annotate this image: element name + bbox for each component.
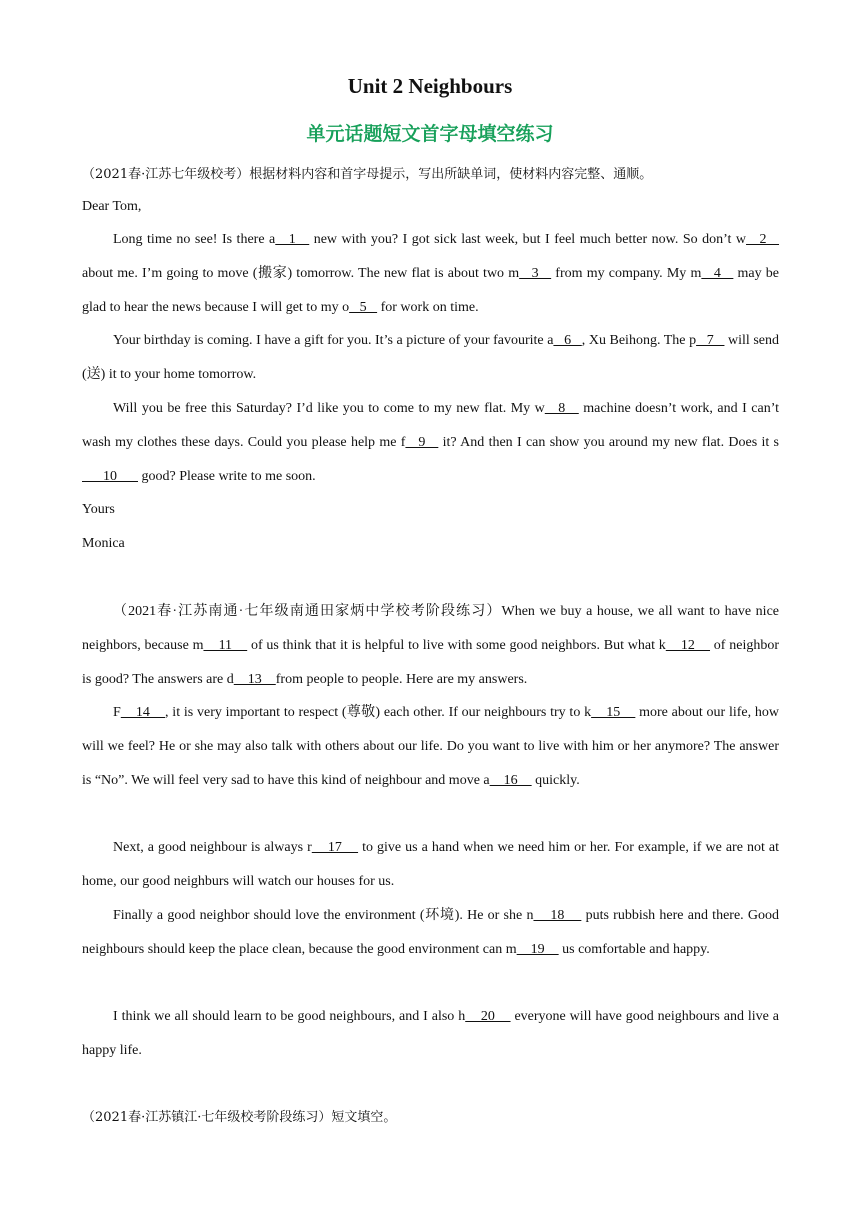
blank-1: 1 — [275, 232, 310, 247]
passage1-paragraph-3 — [82, 392, 779, 494]
text-segment: new with you? I got sick last week, but I feel much better now. So don’t w — [309, 232, 747, 247]
text-segment: may be glad to hear the news because I will get to my o — [82, 266, 780, 315]
blank-13: 13 — [233, 672, 276, 687]
text-segment: Your birthday is coming. I have a gift for you. It’s a picture of your favourite a — [113, 333, 554, 348]
text-segment: quickly. — [531, 773, 580, 788]
blank-15: 15 — [591, 705, 636, 720]
blank-20: 20 — [465, 1009, 511, 1024]
text-segment: more about our life, how will we feel? He or she may also talk with others about our life. Do you want to live with him or her anymore? The answer is “No”. We will feel very sad to have this kind of neighbour and move a — [82, 705, 780, 788]
text-segment: it? And then I can show you around my new flat. Does it s — [438, 435, 780, 450]
text-segment: F — [113, 705, 121, 720]
text-segment: Long time no see! Is there a — [113, 232, 276, 247]
text-segment: about me. I’m going to move (搬家) tomorrow. The new flat is about two m — [82, 266, 520, 281]
text-segment: , Xu Beihong. The p — [581, 333, 697, 348]
blank-2: 2 — [746, 232, 780, 247]
blank-12: 12 — [665, 638, 711, 653]
text-segment: Next, a good neighbour is always r — [113, 840, 312, 855]
text-segment: Finally a good neighbor should love the environment (环境). He or she n — [113, 908, 534, 923]
text-segment: machine doesn’t work, and I can’t wash my clothes these days. Could you please help me f — [82, 401, 779, 450]
passage2-paragraph-5 — [82, 1000, 779, 1068]
blank-8: 8 — [544, 401, 579, 416]
passage2-paragraph-1 — [82, 595, 779, 697]
blank-10: 10 — [82, 469, 138, 484]
passage1-paragraph-2 — [82, 324, 779, 392]
text-segment: good? Please write to me soon. — [138, 469, 316, 484]
letter-closing: Yours — [82, 502, 115, 517]
passage2-paragraph-2 — [82, 696, 779, 798]
text-segment: from people to people. Here are my answers. — [275, 672, 528, 687]
blank-9: 9 — [405, 435, 439, 450]
text-segment: to give us a hand when we need him or her. For example, if we are not at home, our good neighburs will watch our houses for us. — [82, 840, 779, 889]
blank-11: 11 — [203, 638, 248, 653]
text-segment: us comfortable and happy. — [558, 942, 710, 957]
passage3-source: （2021春·江苏镇江·七年级校考阶段练习）短文填空。 — [82, 1110, 397, 1125]
blank-16: 16 — [489, 773, 532, 788]
text-segment: of neighbor is good? The answers are d — [82, 638, 780, 687]
blank-18: 18 — [533, 908, 582, 923]
letter-greeting: Dear Tom, — [82, 199, 142, 214]
text-segment: , it is very important to respect (尊敬) each other. If our neighbours try to k — [165, 705, 592, 720]
blank-6: 6 — [553, 333, 582, 348]
blank-7: 7 — [696, 333, 725, 348]
blank-3: 3 — [519, 266, 552, 281]
blank-5: 5 — [349, 300, 378, 315]
blank-14: 14 — [120, 705, 166, 720]
text-segment: everyone will have good neighbours and live a happy life. — [82, 1009, 780, 1058]
text-segment: for work on time. — [377, 300, 479, 315]
text-segment: （2021春·江苏南通·七年级南通田家炳中学校考阶段练习）When we buy a house, we all want to have nice neighbors, because m — [82, 604, 779, 653]
passage1-paragraph-1 — [82, 223, 779, 325]
text-segment: I think we all should learn to be good neighbours, and I also h — [113, 1009, 466, 1024]
passage1-source: （2021春·江苏七年级校考）根据材料内容和首字母提示，写出所缺单词，使材料内容完整、通顺。 — [82, 167, 653, 182]
text-segment: will send (送) it to your home tomorrow. — [82, 333, 780, 382]
blank-19: 19 — [516, 942, 559, 957]
passage2-paragraph-3 — [82, 831, 779, 899]
letter-signature: Monica — [82, 536, 125, 551]
text-segment: from my company. My m — [551, 266, 702, 281]
text-segment: of us think that it is helpful to live with some good neighbors. But what k — [247, 638, 666, 653]
text-segment: puts rubbish here and there. Good neighbours should keep the place clean, because the good environment can m — [82, 908, 780, 957]
page-subtitle: 单元话题短文首字母填空练习 — [306, 123, 554, 145]
blank-17: 17 — [311, 840, 359, 855]
text-segment: Will you be free this Saturday? I’d like you to come to my new flat. My w — [113, 401, 545, 416]
passage2-paragraph-4 — [82, 899, 779, 967]
blank-4: 4 — [701, 266, 734, 281]
page-title: Unit 2 Neighbours — [347, 74, 513, 98]
